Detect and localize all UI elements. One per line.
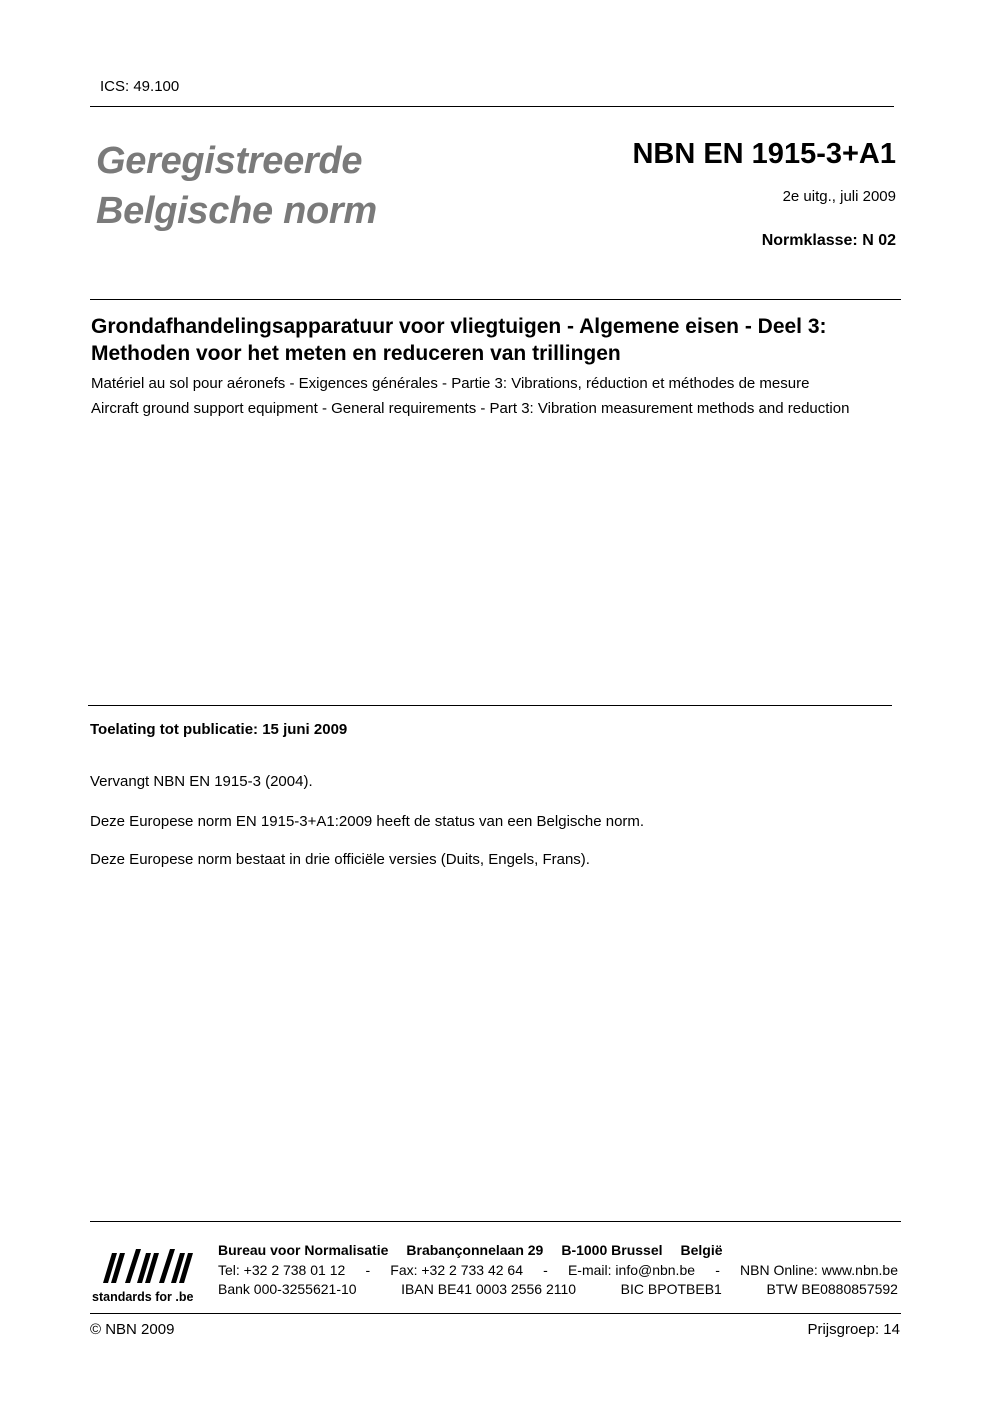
footer-divider-top <box>90 1221 901 1222</box>
title-english: Aircraft ground support equipment - General requirements - Part 3: Vibration measurement methods and reduction <box>91 400 850 417</box>
replaces-note: Vervangt NBN EN 1915-3 (2004). <box>90 773 313 790</box>
logo-tagline: standards for .be <box>92 1290 194 1304</box>
online: NBN Online: www.nbn.be <box>740 1261 898 1278</box>
separator: - <box>715 1261 720 1278</box>
bank: Bank 000-3255621-10 <box>218 1281 357 1297</box>
btw: BTW BE0880857592 <box>766 1281 898 1297</box>
standard-code: NBN EN 1915-3+A1 <box>632 138 896 170</box>
body-divider <box>88 705 892 706</box>
versions-note: Deze Europese norm bestaat in drie officiële versies (Duits, Engels, Frans). <box>90 851 590 868</box>
nbn-logo <box>92 1247 204 1305</box>
title-dutch: Grondafhandelingsapparatuur voor vliegtuigen - Algemene eisen - Deel 3: Methoden voor het meten en reduceren van trillingen <box>91 315 827 365</box>
title-divider <box>90 299 901 300</box>
fax: Fax: +32 2 733 42 64 <box>390 1261 523 1278</box>
price-group: Prijsgroep: 14 <box>807 1321 900 1338</box>
footer-contact <box>218 1241 898 1300</box>
approval-date: Toelating tot publicatie: 15 juni 2009 <box>90 721 348 738</box>
header-divider <box>90 106 894 107</box>
title-french: Matériel au sol pour aéronefs - Exigences générales - Partie 3: Vibrations, réduction et méthodes de mesure <box>91 375 810 392</box>
iban: IBAN BE41 0003 2556 2110 <box>401 1281 577 1297</box>
bic: BIC BPOTBEB1 <box>620 1281 722 1297</box>
separator: - <box>543 1261 548 1278</box>
city: B-1000 Brussel <box>561 1242 663 1258</box>
street: Brabançonnelaan 29 <box>406 1242 544 1258</box>
tel: Tel: +32 2 738 01 12 <box>218 1261 346 1278</box>
ics-code: ICS: 49.100 <box>100 78 180 95</box>
org-name: Bureau voor Normalisatie <box>218 1242 389 1258</box>
separator: - <box>365 1261 371 1278</box>
status-note: Deze Europese norm EN 1915-3+A1:2009 heeft de status van een Belgische norm. <box>90 813 645 830</box>
footer-address-row <box>218 1241 898 1261</box>
brand-line-1: Geregistreerde <box>96 140 363 182</box>
edition-date: 2e uitg., juli 2009 <box>782 188 896 205</box>
norm-class: Normklasse: N 02 <box>761 232 896 249</box>
brand-line-2: Belgische norm <box>96 190 377 232</box>
country: België <box>680 1242 723 1258</box>
footer-divider-bottom <box>90 1313 901 1314</box>
footer-contact-row <box>218 1261 898 1281</box>
email: E-mail: info@nbn.be <box>567 1261 696 1278</box>
footer-bank-row <box>218 1280 898 1300</box>
brand-title <box>96 136 377 236</box>
copyright: © NBN 2009 <box>90 1321 175 1338</box>
